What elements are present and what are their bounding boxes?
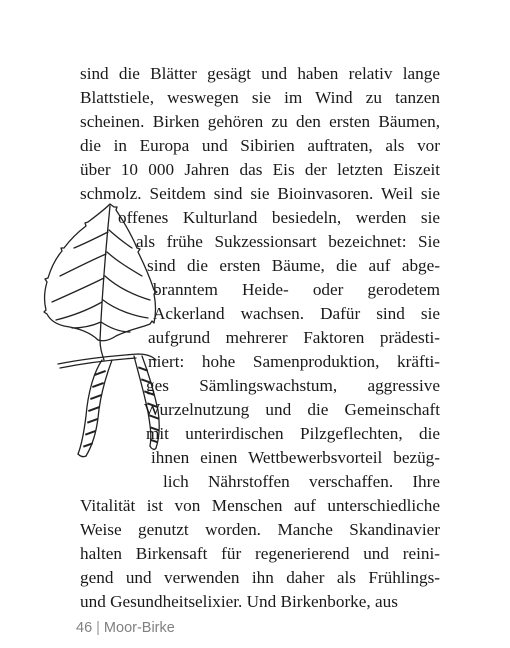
body-line: offenes Kulturland besiedeln, werden sie xyxy=(118,208,440,227)
body-line: Weise genutzt worden. Manche Skandinavier xyxy=(80,520,440,539)
body-line: halten Birkensaft für regenerierend und reini- xyxy=(80,544,440,563)
body-line: sind die Blätter gesägt und haben relativ lange xyxy=(80,64,440,83)
body-line: Wurzelnutzung und die Gemeinschaft xyxy=(144,400,440,419)
body-line: niert: hohe Samenproduktion, kräfti- xyxy=(148,352,440,371)
body-line: aufgrund mehrerer Faktoren prädesti- xyxy=(148,328,440,347)
body-line: über 10 000 Jahren das Eis der letzten Eiszeit xyxy=(80,160,440,179)
body-line: ihnen einen Wettbewerbsvorteil bezüg- xyxy=(151,448,440,467)
body-line: lich Nährstoffen verschaffen. Ihre xyxy=(163,472,440,491)
body-line: Blattstiele, weswegen sie im Wind zu tanzen xyxy=(80,88,440,107)
body-line: branntem Heide- oder gerodetem xyxy=(153,280,440,299)
body-line: schmolz. Seitdem sind sie Bioinvasoren. Weil sie xyxy=(80,184,440,203)
body-line: Vitalität ist von Menschen auf unterschiedliche xyxy=(80,496,440,515)
body-line: die in Europa und Sibirien auftraten, als vor xyxy=(80,136,440,155)
page-footer xyxy=(76,620,175,636)
running-title: Moor-Birke xyxy=(103,620,175,636)
body-line: gend und verwenden ihn daher als Frühlings- xyxy=(80,568,440,587)
body-line: als frühe Sukzessionsart bezeichnet: Sie xyxy=(136,232,440,251)
body-line: Ackerland wachsen. Dafür sind sie xyxy=(153,304,440,323)
body-line: ges Sämlingswachstum, aggressive xyxy=(146,376,440,395)
page-number: 46 xyxy=(76,620,93,636)
body-line: mit unterirdischen Pilzgeflechten, die xyxy=(146,424,440,443)
body-line: scheinen. Birken gehören zu den ersten Bäumen, xyxy=(80,112,440,131)
body-line: und Gesundheitselixier. Und Birkenborke, aus xyxy=(80,592,398,611)
footer-separator: | xyxy=(96,620,100,636)
body-line: sind die ersten Bäume, die auf abge- xyxy=(147,256,440,275)
